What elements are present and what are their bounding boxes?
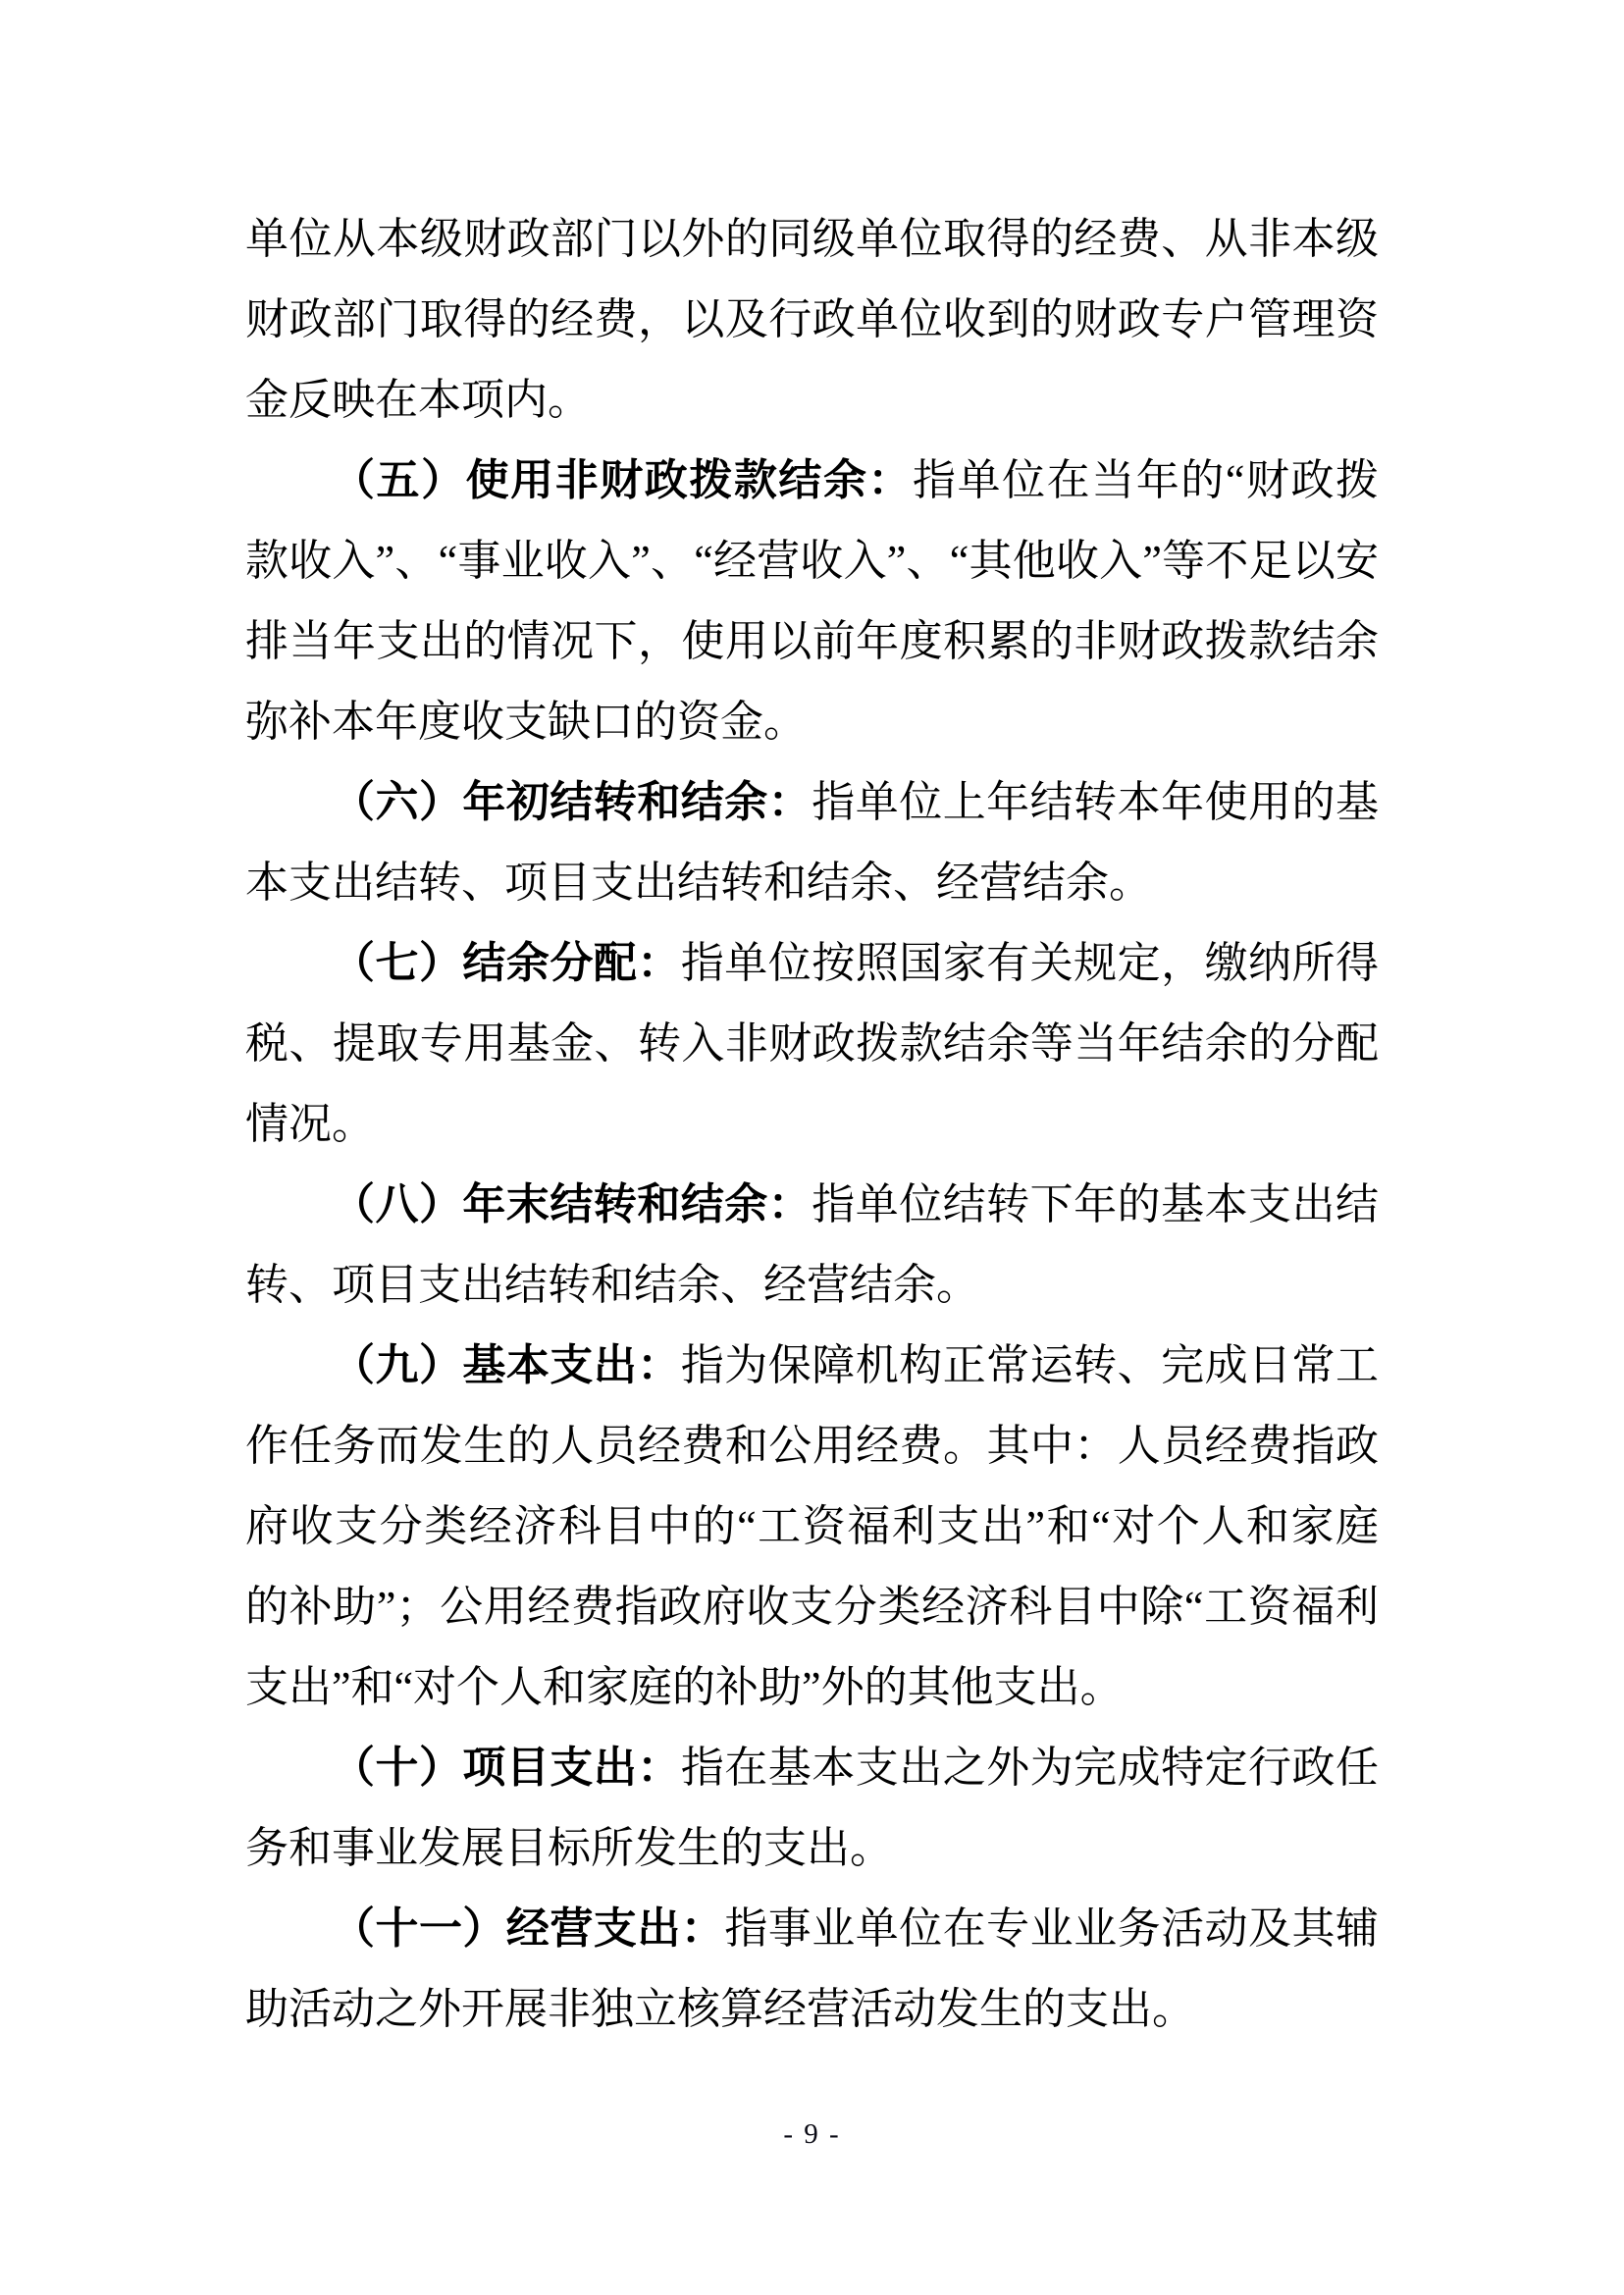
paragraph-item-11: [245, 1889, 1379, 2050]
term-label: （十一）经营支出：: [332, 1904, 725, 1953]
term-label: （九）基本支出：: [332, 1341, 681, 1389]
paragraph-item-8: [245, 1165, 1379, 1326]
paragraph-text: 指单位结转下年的基本支出结转、项目支出结转和结余、经营结余。: [245, 1180, 1380, 1309]
term-label: （八）年末结转和结余：: [332, 1180, 812, 1228]
term-label: （五）使用非财政拨款结余：: [332, 456, 914, 504]
document-body: [245, 199, 1379, 2050]
paragraph-item-10: [245, 1728, 1379, 1889]
paragraph-text: 单位从本级财政部门以外的同级单位取得的经费、从非本级财政部门取得的经费，以及行政单位收到的财政专户管理资金反映在本项内。: [245, 215, 1379, 424]
term-label: （七）结余分配：: [332, 939, 681, 987]
paragraph-text: 指单位按照国家有关规定，缴纳所得税、提取专用基金、转入非财政拨款结余等当年结余的分配情况。: [245, 939, 1380, 1148]
paragraph-item-9: [245, 1326, 1379, 1728]
paragraph-text: 指在基本支出之外为完成特定行政任务和事业发展目标所发生的支出。: [245, 1744, 1380, 1872]
paragraph-item-5: [245, 441, 1379, 762]
paragraph-item-6: [245, 762, 1379, 923]
page-number: - 9 -: [783, 2118, 841, 2150]
paragraph-text: 指单位在当年的“财政拨款收入”、“事业收入”、“经营收入”、“其他收入”等不足以安排当年支出的情况下，使用以前年度积累的非财政拨款结余弥补本年度收支缺口的资金。: [245, 456, 1379, 746]
paragraph-text: 指单位上年结转本年使用的基本支出结转、项目支出结转和结余、经营结余。: [245, 778, 1380, 907]
paragraph-text: 指为保障机构正常运转、完成日常工作任务而发生的人员经费和公用经费。其中：人员经费指政府收支分类经济科目中的“工资福利支出”和“对个人和家庭的补助”；公用经费指政府收支分类经济科目中除“工资福利支出”和“对个人和家庭的补助”外的其他支出。: [245, 1341, 1380, 1711]
paragraph-text: 指事业单位在专业业务活动及其辅助活动之外开展非独立核算经营活动发生的支出。: [245, 1904, 1380, 2033]
paragraph-continuation: [245, 199, 1379, 441]
term-label: （六）年初结转和结余：: [332, 778, 812, 826]
term-label: （十）项目支出：: [332, 1744, 681, 1792]
paragraph-item-7: [245, 923, 1379, 1165]
